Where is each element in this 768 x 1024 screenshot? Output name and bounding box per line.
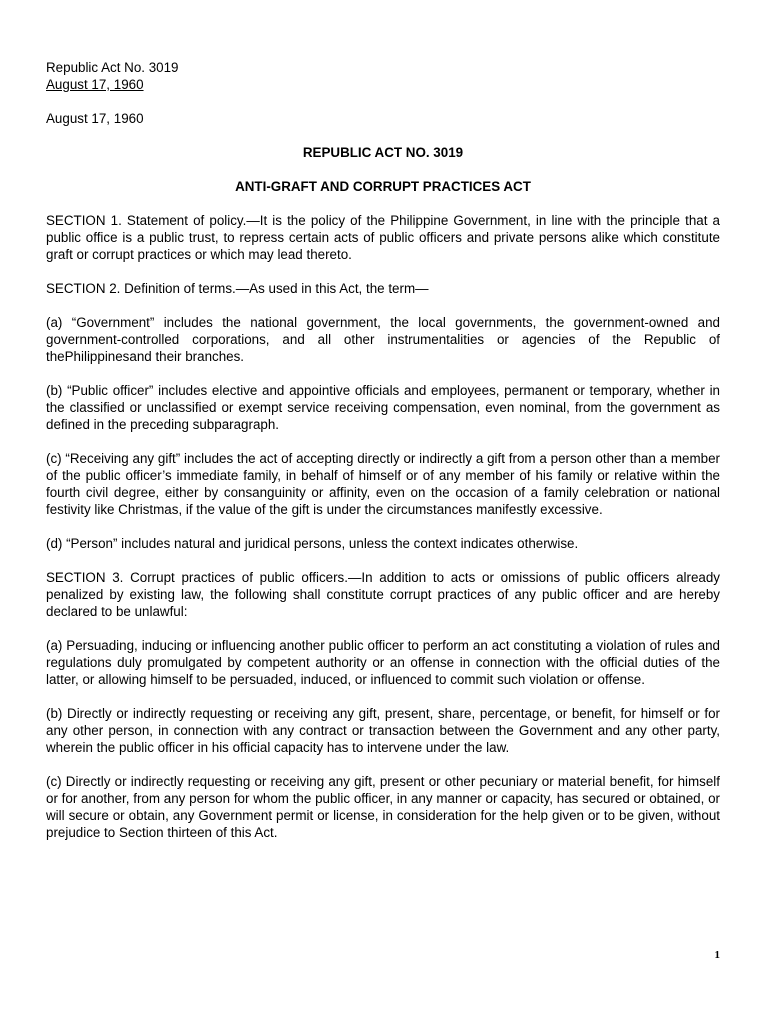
act-title: REPUBLIC ACT NO. 3019 xyxy=(302,145,464,160)
act-name: ANTI-GRAFT AND CORRUPT PRACTICES ACT xyxy=(235,179,531,194)
section-2-item-a: (a) “Government” includes the national government, the local governments, the government-owned and government-controlled corporations, and all other instrumentalities or agencies of the Republic of thePhilippinesand their branches. xyxy=(46,315,720,364)
spacer xyxy=(46,127,720,144)
section-3-item-a: (a) Persuading, inducing or influencing another public officer to perform an act constituting a violation of rules and regulations duly promulgated by competent authority or an offense in connection with the official duties of the latter, or allowing himself to be persuaded, induced, or influenced to commit such violation or offense. xyxy=(46,638,720,687)
section-2-item-c: (c) “Receiving any gift” includes the act of accepting directly or indirectly a gift from a person other than a member of the public officer’s immediate family, in behalf of himself or of any member of his family or relative within the fourth civil degree, either by consanguinity or affinity, even on the occasion of a family celebration or national festivity like Christmas, if the value of the gift is under the circumstances manifestly excessive. xyxy=(46,451,720,517)
section-3-paragraph: SECTION 3. Corrupt practices of public officers.—In addition to acts or omissions of public officers already penalized by existing law, the following shall constitute corrupt practices of any public officer and are hereby declared to be unlawful: xyxy=(46,570,720,619)
act-date-underlined: August 17, 1960 xyxy=(46,77,144,92)
section-2-item-b: (b) “Public officer” includes elective and appointive officials and employees, permanent or temporary, whether in the classified or unclassified or exempt service receiving compensation, even nominal, from the government as defined in the preceding subparagraph. xyxy=(46,383,720,432)
act-number-header: Republic Act No. 3019 xyxy=(46,60,179,75)
section-1-paragraph: SECTION 1. Statement of policy.—It is the policy of the Philippine Government, in line with the principle that a public office is a public trust, to repress certain acts of public officers and private persons alike which constitute graft or corrupt practices or which may lead thereto. xyxy=(46,213,720,262)
document-page xyxy=(46,59,720,858)
section-2-item-d: (d) “Person” includes natural and juridical persons, unless the context indicates otherwise. xyxy=(46,536,579,551)
act-date: August 17, 1960 xyxy=(46,111,144,126)
section-3-item-c: (c) Directly or indirectly requesting or receiving any gift, present or other pecuniary or material benefit, for himself or for another, from any person for whom the public officer, in any manner or capacity, has secured or obtained, or will secure or obtain, any Government permit or license, in consideration for the help given or to be given, without prejudice to Section thirteen of this Act. xyxy=(46,774,720,840)
page-number: 1 xyxy=(714,949,720,961)
section-2-paragraph: SECTION 2. Definition of terms.—As used in this Act, the term— xyxy=(46,281,429,296)
spacer xyxy=(46,93,720,110)
section-3-item-b: (b) Directly or indirectly requesting or receiving any gift, present, share, percentage, or benefit, for himself or for any other person, in connection with any contract or transaction between the Government and any other party, wherein the public officer in his official capacity has to intervene under the law. xyxy=(46,706,720,755)
